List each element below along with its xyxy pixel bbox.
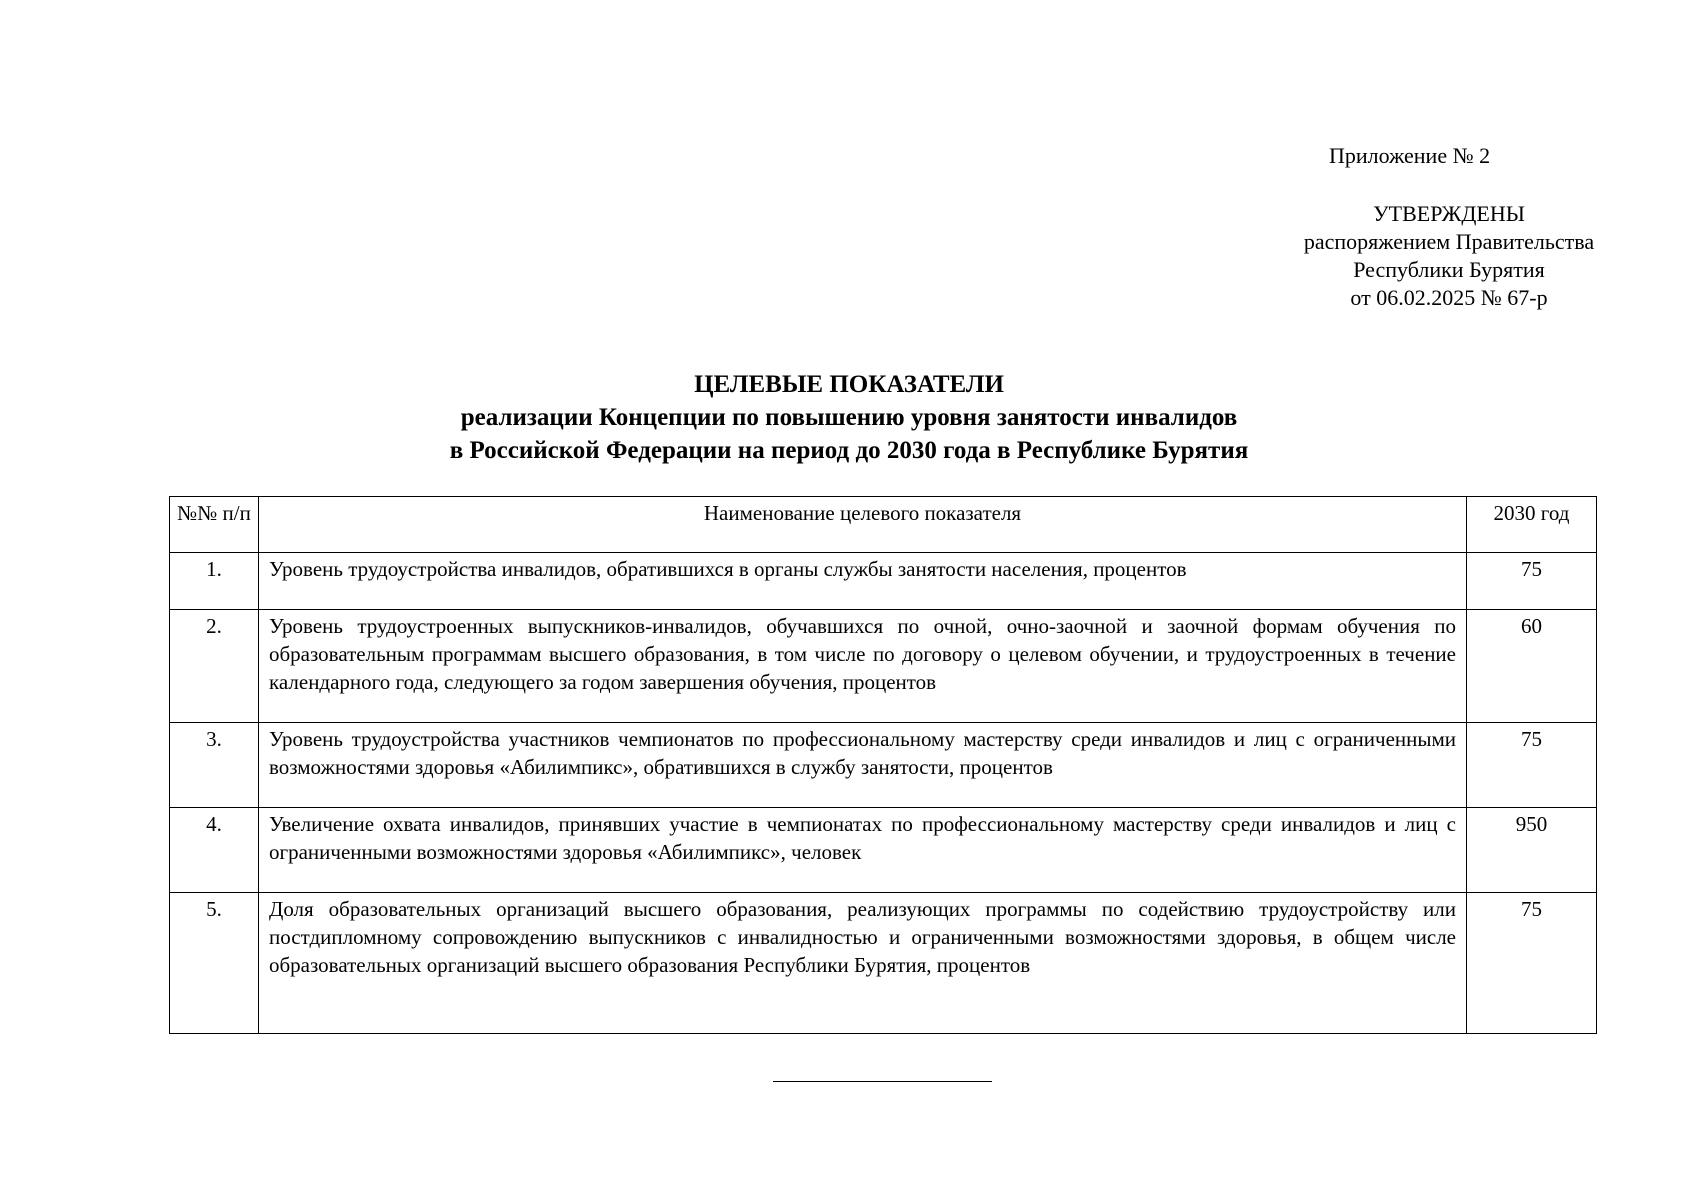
table-row <box>170 893 1597 1034</box>
table-row <box>170 610 1597 723</box>
header-indicator-name: Наименование целевого показателя <box>259 497 1467 553</box>
row-number: 5. <box>170 893 259 1034</box>
indicator-value: 75 <box>1467 723 1597 808</box>
table-row <box>170 723 1597 808</box>
indicators-table <box>169 496 1597 1034</box>
indicator-name: Увеличение охвата инвалидов, принявших участие в чемпионатах по профессиональному мастерству среди инвалидов и лиц с ограниченными возможностями здоровья «Абилимпикс», человек <box>259 808 1467 893</box>
footer-divider <box>773 1081 992 1082</box>
document-heading <box>0 368 1698 467</box>
appendix-number: Приложение № 2 <box>1329 143 1491 168</box>
indicator-value: 950 <box>1467 808 1597 893</box>
document-subtitle-line-1: реализации Концепции по повышению уровня занятости инвалидов <box>460 404 1238 431</box>
approval-line-3: от 06.02.2025 № 67-р <box>1350 285 1548 310</box>
indicator-value: 75 <box>1467 893 1597 1034</box>
table-header-row <box>170 497 1597 553</box>
document-title: ЦЕЛЕВЫЕ ПОКАЗАТЕЛИ <box>694 371 1004 398</box>
document-subtitle-line-2: в Российской Федерации на период до 2030 года в Республике Бурятия <box>449 437 1249 464</box>
indicator-value: 60 <box>1467 610 1597 723</box>
row-number: 4. <box>170 808 259 893</box>
indicator-name: Доля образовательных организаций высшего образования, реализующих программы по содействию трудоустройству или постдипломному сопровождению выпускников с инвалидностью и ограниченными возможностями здоровья, в общем числе образовательных организаций высшего образования Республики Бурятия, процентов <box>259 893 1467 1034</box>
row-number: 2. <box>170 610 259 723</box>
table-row <box>170 553 1597 610</box>
indicator-name: Уровень трудоустройства участников чемпионатов по профессиональному мастерству среди инвалидов и лиц с ограниченными возможностями здоровья «Абилимпикс», обратившихся в службу занятости, процентов <box>259 723 1467 808</box>
header-number: №№ п/п <box>170 497 259 553</box>
appendix-block <box>1249 142 1649 170</box>
table-row <box>170 808 1597 893</box>
approval-line-2: Республики Бурятия <box>1353 257 1545 282</box>
header-year-2030: 2030 год <box>1467 497 1597 553</box>
approval-line-1: распоряжением Правительства <box>1303 229 1595 254</box>
indicator-name: Уровень трудоустроенных выпускников-инвалидов, обучавшихся по очной, очно-заочной и заочной формам обучения по образовательным программам высшего образования, в том числе по договору о целевом обучении, и трудоустроенных в течение календарного года, следующего за годом завершения обучения, процентов <box>259 610 1467 723</box>
indicator-value: 75 <box>1467 553 1597 610</box>
row-number: 3. <box>170 723 259 808</box>
indicator-name: Уровень трудоустройства инвалидов, обратившихся в органы службы занятости населения, процентов <box>259 553 1467 610</box>
row-number: 1. <box>170 553 259 610</box>
approval-stamp <box>1249 200 1649 312</box>
approval-status: УТВЕРЖДЕНЫ <box>1373 201 1525 226</box>
